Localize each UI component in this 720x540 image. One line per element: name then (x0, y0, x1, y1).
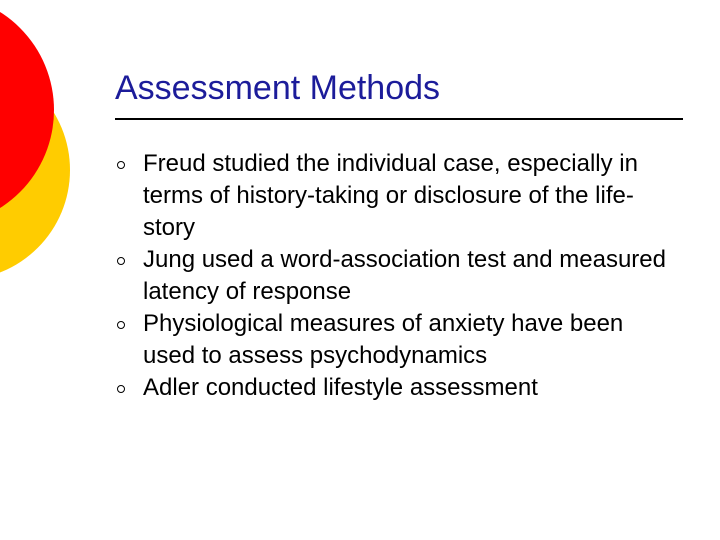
bullet-item (115, 148, 675, 244)
hollow-circle-bullet-icon (117, 257, 125, 265)
bullet-text: Adler conducted lifestyle assessment (143, 374, 538, 401)
bullet-text: Jung used a word-association test and measured latency of response (143, 246, 666, 305)
bullet-item (115, 244, 675, 308)
bullet-list (115, 148, 675, 404)
hollow-circle-bullet-icon (117, 321, 125, 329)
bullet-item (115, 308, 675, 372)
slide-title: Assessment Methods (115, 69, 441, 107)
hollow-circle-bullet-icon (117, 161, 125, 169)
title-underline (115, 118, 683, 120)
bullet-item (115, 372, 675, 404)
bullet-text: Physiological measures of anxiety have been used to assess psychodynamics (143, 310, 624, 369)
hollow-circle-bullet-icon (117, 385, 125, 393)
bullet-text: Freud studied the individual case, especially in terms of history-taking or disclosure of the life-story (143, 150, 638, 241)
corner-decoration (0, 0, 80, 300)
